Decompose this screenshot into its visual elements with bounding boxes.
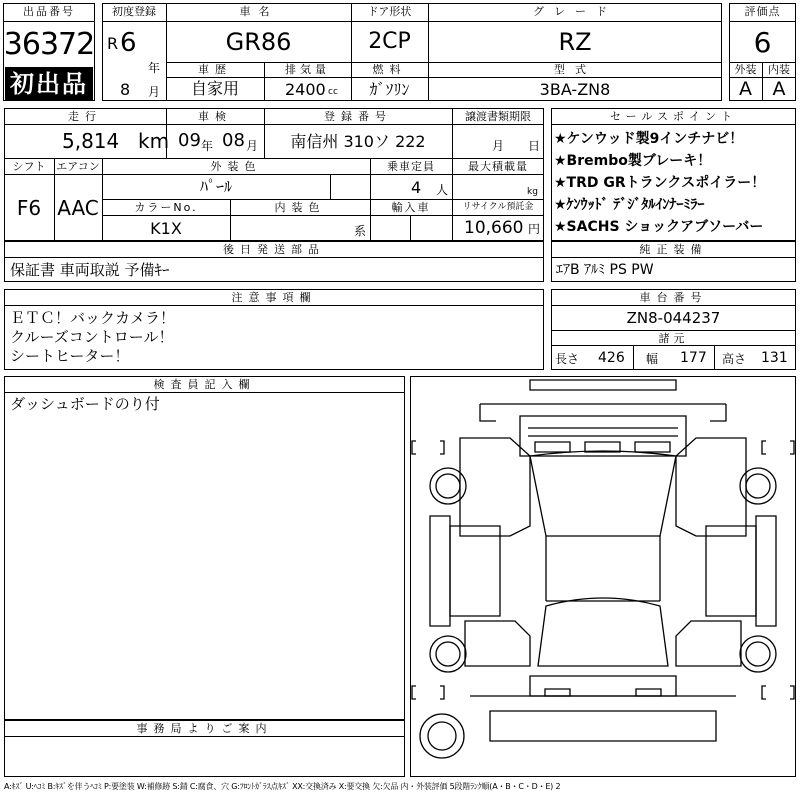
reg-month: 8 — [120, 80, 131, 99]
exterior-label: 外装 — [734, 63, 757, 76]
fuel: ｶﾞｿﾘﾝ — [369, 80, 410, 99]
inspector-label: 検査員記入欄 — [153, 378, 256, 391]
length: 426 — [598, 350, 625, 366]
inspection-month: 08 — [222, 130, 245, 151]
fuel-label: 燃料 — [372, 63, 407, 76]
width-label: 幅 — [646, 352, 659, 366]
max-load-unit: kg — [527, 187, 538, 197]
score-label: 評価点 — [744, 5, 781, 18]
interior-color-unit: 系 — [354, 224, 367, 238]
sales-point-1: ★ケンウッド製9インチナビ！ — [554, 131, 744, 147]
note-line-3: シートヒーター！ — [10, 347, 130, 365]
transfer-day: 日 — [528, 139, 541, 153]
color: ﾊﾟｰﾙ — [199, 177, 232, 196]
inspector-note: ダッシュボードのり付 — [10, 395, 160, 413]
color-no: K1X — [150, 219, 182, 238]
office-label: 事務局よりご案内 — [136, 722, 273, 735]
displacement-unit: cc — [328, 87, 338, 97]
later-parts-label: 後日発送部品 — [223, 243, 325, 256]
history-label: 車歴 — [198, 63, 232, 76]
lot-number: 36372 — [3, 27, 95, 62]
note-line-2: クルーズコントロール！ — [10, 328, 174, 346]
capacity: 4 — [411, 178, 422, 197]
reg-era: R — [107, 34, 119, 53]
reg-month-unit: 月 — [148, 85, 161, 99]
inspection-label: 車検 — [198, 110, 232, 123]
capacity-label: 乗車定員 — [387, 160, 435, 173]
exterior-grade: A — [739, 78, 752, 100]
max-load-label: 最大積載量 — [468, 160, 528, 173]
import-label: 輸入車 — [391, 201, 431, 214]
mileage-unit: km — [138, 129, 170, 153]
height: 131 — [761, 350, 788, 366]
first-reg-label: 初度登録 — [112, 5, 156, 18]
height-label: 高さ — [722, 352, 747, 366]
color-no-label: カラーNo. — [134, 201, 198, 214]
sales-point-4: ★ｹﾝｳｯﾄﾞ ﾃﾞｼﾞﾀﾙｲﾝﾅｰﾐﾗｰ — [554, 197, 705, 213]
score: 6 — [753, 26, 772, 59]
ac: AAC — [57, 196, 99, 220]
transfer-doc-label: 譲渡書類期限 — [465, 110, 531, 123]
transfer-month: 月 — [492, 139, 505, 153]
spec-label: 諸元 — [658, 332, 689, 345]
interior-label: 内装 — [768, 63, 790, 76]
recycle-unit: 円 — [528, 222, 541, 236]
car-name: GR86 — [225, 28, 292, 56]
grade-label: グレード — [533, 5, 617, 18]
reg-year-unit: 年 — [148, 61, 161, 75]
recycle-label: リサイクル預託金 — [462, 202, 534, 212]
length-label: 長さ — [555, 352, 580, 366]
sales-points-label: セールスポイント — [609, 110, 737, 123]
car-name-label: 車名 — [239, 5, 278, 18]
model-code: 3BA-ZN8 — [539, 80, 611, 99]
shift-label: シフト — [12, 160, 46, 173]
interior-color-label: 内装色 — [274, 201, 326, 214]
capacity-unit: 人 — [436, 183, 449, 197]
history: 自家用 — [190, 79, 239, 98]
grade: RZ — [558, 28, 592, 56]
sales-point-3: ★TRD GRトランクスポイラー！ — [554, 175, 766, 191]
door-type: 2CP — [368, 29, 411, 54]
equipment: ｴｱB ｱﾙﾐ PS PW — [556, 262, 654, 278]
width: 177 — [680, 350, 707, 366]
equipment-label: 純正装備 — [639, 243, 708, 256]
car-diagram — [410, 376, 796, 777]
mileage: 5,814 — [62, 129, 120, 153]
notes-label: 注意事項欄 — [231, 291, 317, 304]
later-parts: 保証書 車両取説 予備ｷｰ — [10, 261, 170, 279]
plate-number: 南信州 310ソ 222 — [290, 132, 426, 151]
mileage-label: 走行 — [68, 110, 102, 123]
first-listing-badge: 初出品 — [5, 67, 93, 101]
inspector-block — [4, 376, 405, 720]
interior-grade: A — [772, 78, 786, 100]
note-line-1: ＥＴＣ！バックカメラ！ — [10, 309, 176, 327]
displacement-label: 排気量 — [285, 63, 330, 76]
recycle-fee: 10,660 — [464, 218, 524, 238]
plate-label: 登録番号 — [324, 110, 392, 123]
door-label: ドア形状 — [367, 5, 412, 18]
reg-year: 6 — [120, 28, 137, 58]
damage-legend: A:ｷｽﾞ U:ﾍｺﾐ B:ｷｽﾞを伴うﾍｺﾐ P:要塗装 W:補修跡 S:錆 C:腐食、穴 G:ﾌﾛﾝﾄｶﾞﾗｽ点ｷｽﾞ XX:交換済み X:要交換 欠:欠品 内・外装評価 5段階ﾗﾝｸ順(A・B・C・D・E) 2 — [4, 782, 561, 791]
sales-point-5: ★SACHS ショックアブソーバー — [554, 219, 764, 235]
ac-label: エアコン — [56, 160, 100, 173]
displacement: 2400 — [285, 80, 326, 99]
inspection-year: 09 — [178, 130, 201, 151]
lot-number-label: 出品番号 — [23, 5, 75, 18]
color-label: 外装色 — [210, 160, 262, 173]
chassis-number: ZN8-044237 — [626, 309, 721, 327]
sales-point-2: ★Brembo製ブレーキ！ — [554, 153, 712, 169]
shift: F6 — [16, 196, 42, 220]
inspection-year-unit: 年 — [201, 139, 214, 153]
inspection-month-unit: 月 — [246, 139, 259, 153]
chassis-label: 車台番号 — [639, 291, 708, 304]
model-label: 型式 — [554, 63, 596, 76]
